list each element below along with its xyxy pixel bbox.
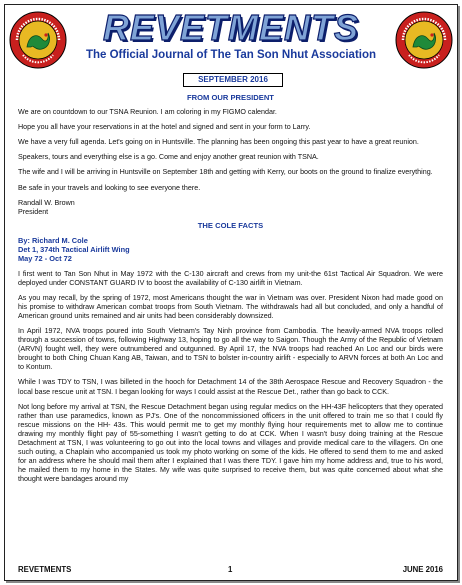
president-paragraph: We have a very full agenda. Let's going on in Huntsville. The planning has been ongoing this past year to have a great reunion. (18, 138, 419, 147)
president-paragraph: Speakers, tours and everything else is a go. Come and enjoy another great reunion with TSNA. (18, 153, 319, 162)
signature-name: Randall W. Brown (18, 198, 75, 207)
cole-paragraph: Not long before my arrival at TSN, the Rescue Detachment began using regular medics on the HH-43F helicopters that they operated rather than use paramedics, known as PJ's. One of the noncommissioned officers in the unit offered to train me so that I could fly rescue missions on the HH- 43s. This would permit me to get my monthly flying hour requirements met to allow me to continue drawing my monthly flight pay of 55-something I wasn't getting to do at CCK. When I wasn't busy doing training at the Rescue Detachment at TSN, I was volunteering to go out into the local towns and villages and provide medical care to the villagers. On one such outing, a Chaplain who accompanied us took my photo working on some of the kids. He offered to send them to me and asked for an address where he should mail them after I explained that I was there TDY. I gave him my home address and, true to his word, he mailed them to my home in the States. My wife was quite surprised to receive them, but was quite concerned about what she thought were bandages around my (18, 402, 443, 484)
cole-heading: THE COLE FACTS (197, 220, 264, 230)
president-paragraph: The wife and I will be arriving in Huntsville on September 18th and getting with Kerry, our boots on the ground to finalize everything. (18, 168, 433, 177)
journal-title: REVETMENTS (102, 7, 360, 48)
signature-title: President (18, 207, 49, 216)
byline-author: By: Richard M. Cole (18, 235, 88, 245)
footer-journal-name: REVETMENTS (18, 565, 72, 574)
cole-paragraph: As you may recall, by the spring of 1972, most Americans thought the war in Vietnam was over. President Nixon had made good on his promise to withdraw American combat troops from South Vietnam. The withdrawals had all but concluded, and only a handful of American ground units remained and air units had been considerably downsized. (18, 293, 443, 320)
president-heading: FROM OUR PRESIDENT (187, 93, 274, 102)
cole-paragraph: In April 1972, NVA troops poured into South Vietnam's Tay Ninh province from Cambodia. The heavily-armed NVA troops rolled through a succession of towns, following Highway 13, hoping to go all the way to Saigon. Though the Army of the Republic of Vietnam (ARVN) fought well, they were outnumbered and outgunned. By April 17, the NVA troops had reached An Loc and our birds were brought to both Ching Chuan Kang AB, Taiwan, and to TSN to bolster in-country airlift - especially to ARVN forces at both An Loc and to Kontum. (18, 327, 443, 372)
issue-date-box: SEPTEMBER 2016 (183, 73, 283, 87)
president-paragraph: Be safe in your travels and looking to see everyone there. (18, 183, 201, 192)
tsna-seal-icon-left (9, 11, 67, 69)
tsna-seal-icon-right (395, 11, 453, 69)
page-number: 1 (228, 565, 233, 574)
journal-subtitle: The Official Journal of The Tan Son Nhut Association (85, 49, 377, 61)
byline (18, 236, 443, 264)
article-content (18, 89, 443, 491)
footer-issue-date: JUNE 2016 (402, 565, 443, 574)
byline-unit: Det 1, 374th Tactical Airlift Wing (18, 245, 130, 255)
page-footer (18, 565, 443, 576)
cole-paragraph: While I was TDY to TSN, I was billeted in the hooch for Detachment 14 of the 38th Aerospace Rescue and Recovery Squadron - the local base rescue unit at TSN. I began looking for ways I could assist at the Rescue Det., rather than go back to CCK. (18, 378, 443, 396)
president-paragraph: Hope you all have your reservations in at the hotel and signed and sent in your form to Larry. (18, 123, 311, 132)
journal-page (4, 4, 458, 581)
cole-paragraph: I first went to Tan Son Nhut in May 1972 with the C-130 aircraft and crews from my unit-the 61st Tactical Air Squadron. We were deployed under CONSTANT GUARD IV to boost the availability of C-130 airlift in Vietnam. (18, 269, 443, 287)
president-paragraph: We are on countdown to our TSNA Reunion. I am coloring in my FIGMO calendar. (18, 108, 277, 117)
byline-dates: May 72 - Oct 72 (18, 254, 72, 264)
masthead (85, 9, 377, 61)
